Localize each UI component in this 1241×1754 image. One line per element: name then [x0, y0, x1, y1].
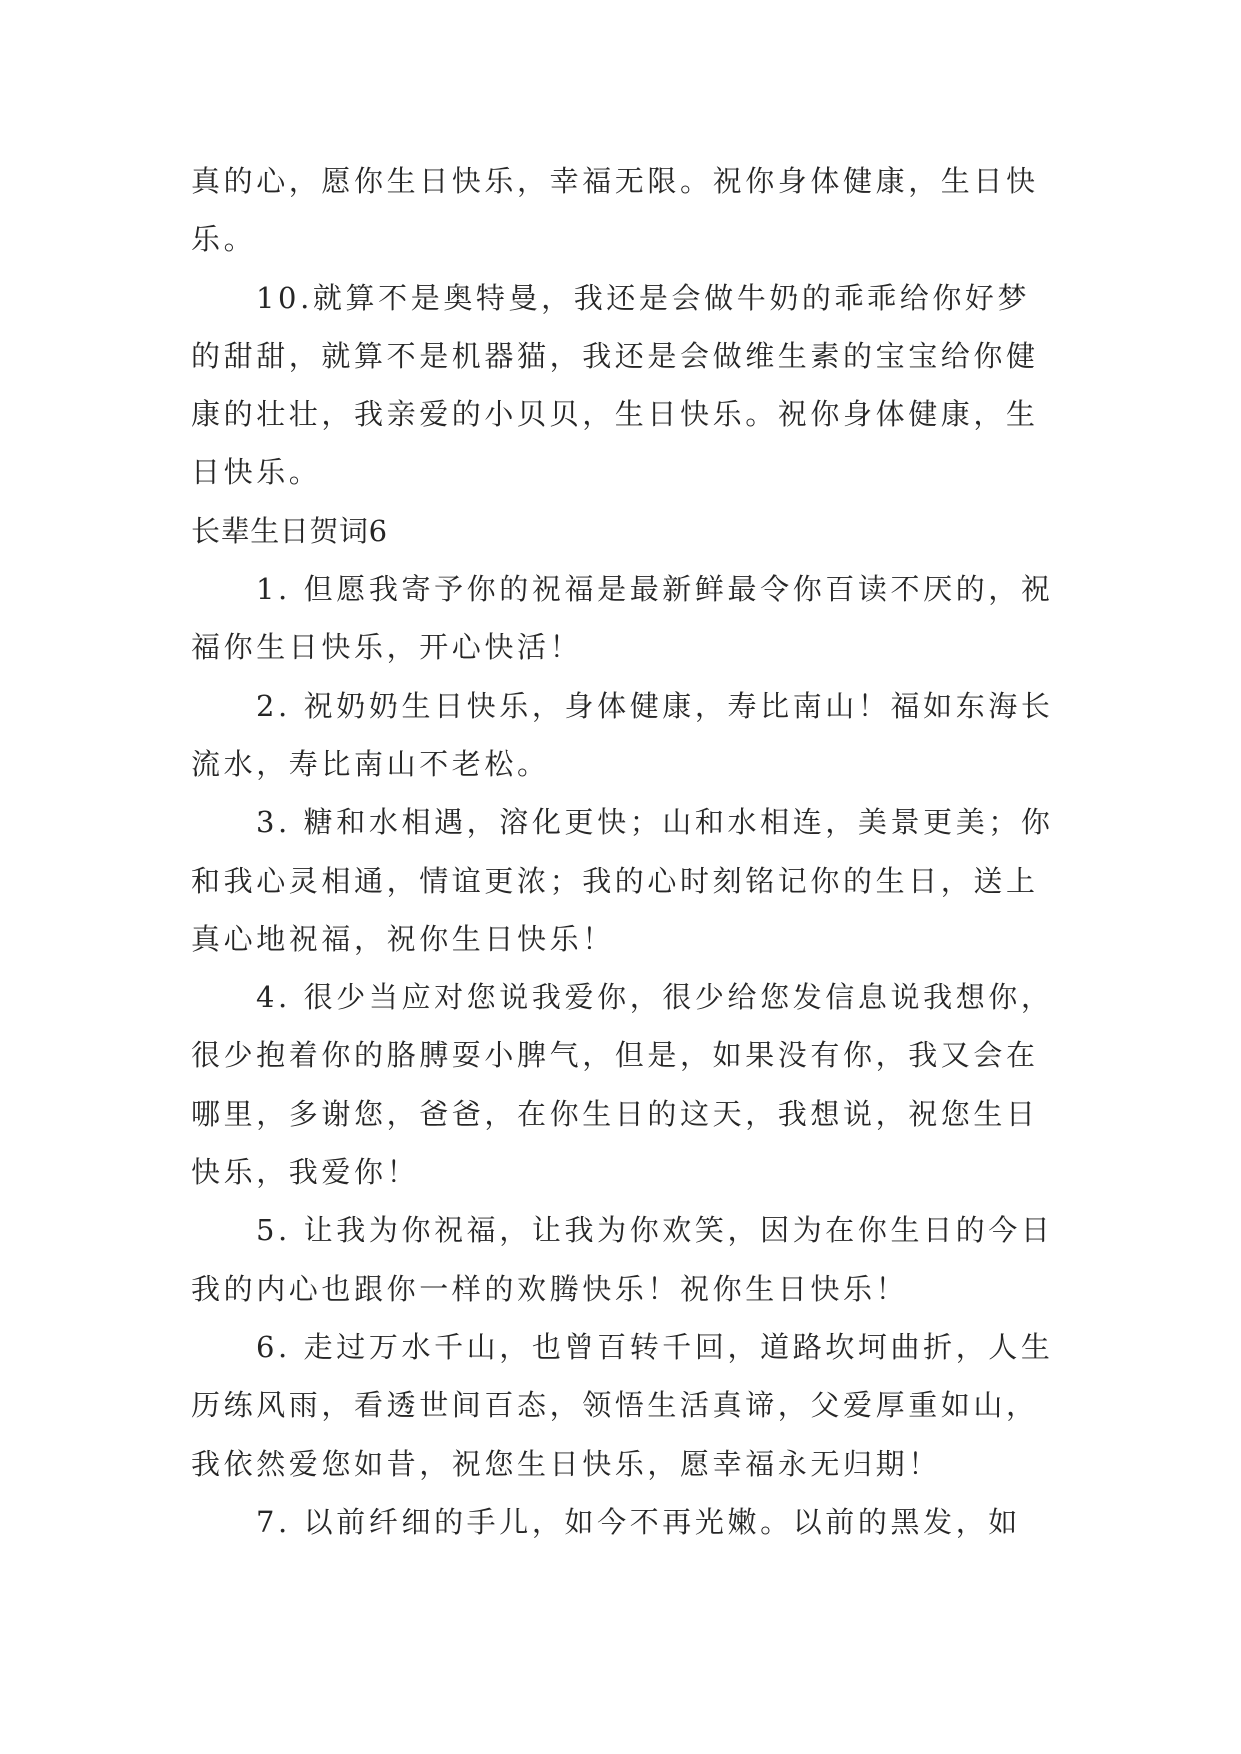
paragraph-item-4: 4. 很少当应对您说我爱你，很少给您发信息说我想你，很少抱着你的胳膊耍小脾气，但是，如果没有你，我又会在哪里，多谢您，爸爸，在你生日的这天，我想说，祝您生日快乐，我爱你！ [191, 980, 1054, 1190]
paragraph-item-2: 2. 祝奶奶生日快乐，身体健康，寿比南山！福如东海长流水，寿比南山不老松。 [191, 688, 1054, 781]
paragraph-item-10: 10.就算不是奥特曼，我还是会做牛奶的乖乖给你好梦的甜甜，就算不是机器猫，我还是会做维生素的宝宝给你健康的壮壮，我亲爱的小贝贝，生日快乐。祝你身体健康，生日快乐。 [191, 280, 1039, 490]
section-heading: 长辈生日贺词6 [191, 513, 388, 548]
paragraph-item-3: 3. 糖和水相遇，溶化更快；山和水相连，美景更美；你和我心灵相通，情谊更浓；我的心时刻铭记你的生日，送上真心地祝福，祝你生日快乐！ [191, 805, 1054, 956]
paragraph-item-6: 6. 走过万水千山，也曾百转千回，道路坎坷曲折，人生历练风雨，看透世间百态，领悟生活真谛，父爱厚重如山，我依然爱您如昔，祝您生日快乐，愿幸福永无归期！ [191, 1329, 1054, 1481]
paragraph-item-7: 7. 以前纤细的手儿，如今不再光嫩。以前的黑发，如 [256, 1504, 1021, 1539]
paragraph-item-1: 1. 但愿我寄予你的祝福是最新鲜最令你百读不厌的，祝福你生日快乐，开心快活！ [191, 572, 1054, 665]
paragraph-continuation: 真的心，愿你生日快乐，幸福无限。祝你身体健康，生日快乐。 [191, 164, 1039, 257]
document-body [191, 152, 1061, 1551]
paragraph-item-5: 5. 让我为你祝福，让我为你欢笑，因为在你生日的今日我的内心也跟你一样的欢腾快乐！祝你生日快乐！ [191, 1213, 1054, 1306]
